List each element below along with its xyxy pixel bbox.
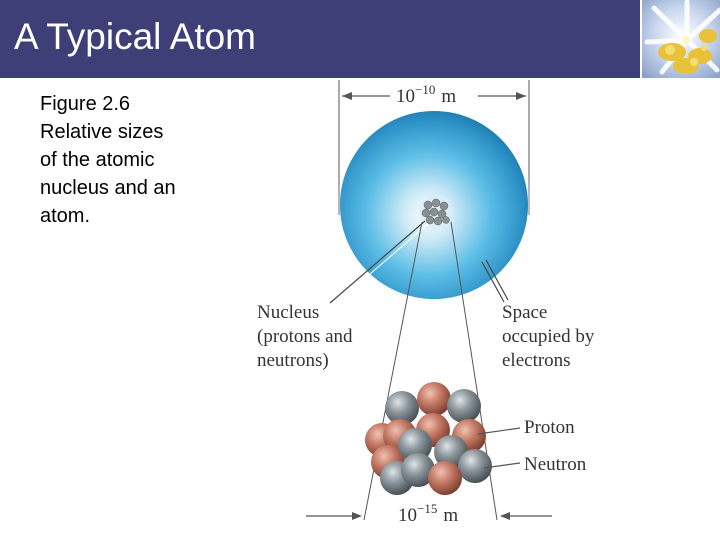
caption-line: atom. xyxy=(40,205,91,227)
caption-line: Relative sizes xyxy=(40,121,164,143)
atom-scale-label: $10^{-10}$ m xyxy=(396,82,457,107)
caption-line: Figure 2.6 xyxy=(40,93,131,115)
neutron xyxy=(458,449,492,483)
caption-line: of the atomic xyxy=(40,149,155,171)
space-label: Space occupied by electrons xyxy=(502,302,595,371)
neutron xyxy=(447,389,481,423)
nucleus-scale-label: $10^{-15}$ m xyxy=(398,501,459,526)
caption-line: nucleus and an xyxy=(40,177,176,199)
atom-nucleus xyxy=(419,195,453,229)
nucleus-label: Nucleus (protons and neutrons) xyxy=(257,302,353,371)
slide-title: A Typical Atom xyxy=(14,16,256,57)
neutron-label: Neutron xyxy=(524,454,587,475)
proton xyxy=(428,461,462,495)
proton xyxy=(417,382,451,416)
proton-label: Proton xyxy=(524,417,575,438)
enlarged-nucleus xyxy=(365,382,492,495)
